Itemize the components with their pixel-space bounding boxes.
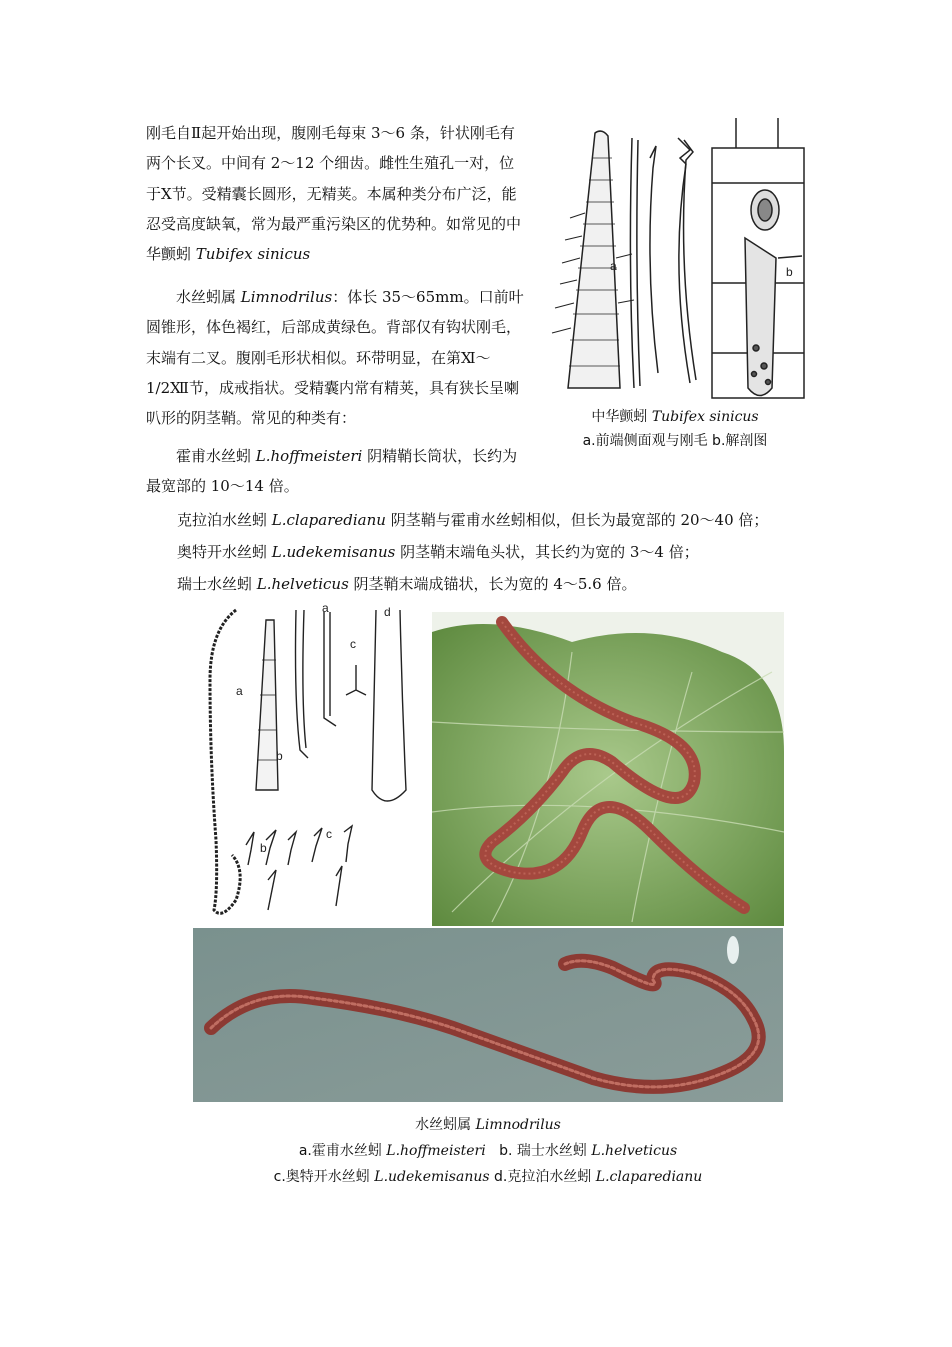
figure2-caption-line1: a.霍甫水丝蚓 L.hoffmeisteri b. 瑞士水丝蚓 L.helveticus — [298, 1143, 678, 1159]
limnodrilus-drawing — [196, 600, 428, 925]
paragraph-tubifex: 刚毛自Ⅱ起开始出现，腹刚毛每束 3～6 条，针状刚毛有两个长叉。中间有 2～12 个细齿。雌性生殖孔一对，位于Ⅹ节。受精囊长圆形，无精荚。本属种类分布广泛，能忍受高度缺氧，常为最严重污染区的优势种。如常见的中华颤蚓 Tubifex sinicus — [146, 124, 522, 264]
label-c: c — [326, 827, 332, 841]
line-helveticus: 瑞士水丝蚓 L.helveticus 阴茎鞘末端成锚状，长为宽的 4～5.6 倍。 — [177, 575, 637, 593]
figure2-caption-line2: c.奥特开水丝蚓 L.udekemisanus d.克拉泊水丝蚓 L.claparedianu — [273, 1169, 703, 1185]
label-c: c — [350, 637, 356, 651]
paragraph-hoffmeisteri: 霍甫水丝蚓 L.hoffmeisteri 阴精鞘长筒状，长约为最宽部的 10～14 倍。 — [146, 447, 518, 496]
label-a: a — [236, 684, 243, 698]
leaf-worm-photo — [432, 612, 784, 926]
genus-name: Limnodrilus — [240, 288, 333, 306]
figure1-caption-title: 中华颤蚓 Tubifex sinicus — [591, 409, 759, 425]
label-b: b — [786, 265, 793, 279]
line-udekemisanus: 奥特开水丝蚓 L.udekemisanus 阴茎鞘末端龟头状，其长约为宽的 3～4 倍； — [177, 543, 699, 561]
label-a: a — [322, 601, 329, 615]
label-b: b — [276, 749, 283, 763]
line-claparedianu: 克拉泊水丝蚓 L.claparedianu 阴茎鞘与霍甫水丝蚓相似，但长为最宽部的 20～40 倍； — [177, 511, 769, 529]
label-b: b — [260, 841, 267, 855]
figure1-caption-sub: a.前端侧面观与刚毛 b.解剖图 — [582, 433, 768, 449]
tubifex-drawing — [540, 118, 810, 408]
water-worm-photo — [193, 928, 783, 1102]
paragraph-limnodrilus: 水丝蚓属 Limnodrilus：体长 35～65mm。口前叶圆锥形，体色褐红，后部成黄绿色。背部仅有钩状刚毛，末端有二叉。腹刚毛形状相似。环带明显，在第Ⅺ～1/2Ⅻ节，成戒指状。受精囊内常有精荚，具有狭长呈喇叭形的阴茎鞘。常见的种类有： — [146, 288, 524, 428]
label-a: a — [610, 259, 617, 273]
label-d: d — [384, 605, 391, 619]
species-name: L.hoffmeisteri — [255, 447, 363, 465]
species-name: Tubifex sinicus — [195, 245, 311, 264]
figure2-caption-title: 水丝蚓属 Limnodrilus — [415, 1117, 561, 1133]
